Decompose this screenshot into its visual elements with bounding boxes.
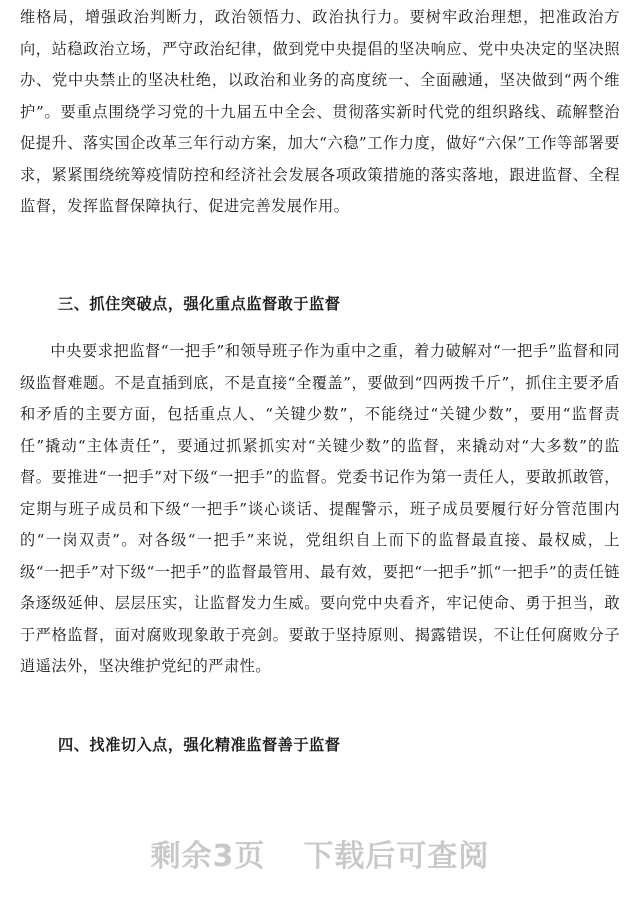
paragraph-section-3: 中央要求把监督“一把手”和领导班子作为重中之重，着力破解对“一把手”监督和同级监督难题。不是直插到底，不是直接“全覆盖”，要做到“四两拨千斤”，抓住主要矛盾和矛盾的主要方面，包括重点人、“关键少数”，不能绕过“关键少数”，要用“监督责任”撬动“主体责任”，要通过抓紧抓实对“关键少数”的监督，来撬动对“大多数”的监督。要推进“一把手”对下级“一把手”的监督。党委书记作为第一责任人，要敢抓敢管，定期与班子成员和下级“一把手”谈心谈话、提醒警示，班子成员要履行好分管范围内的“一岗双责”。对各级“一把手”来说，党组织自上而下的监督最直接、最权威，上级“一把手”对下级“一把手”的监督最管用、最有效，要把“一把手”抓“一把手”的责任链条逐级延伸、层层压实，让监督发力生威。要向党中央看齐，牢记使命、勇于担当，敢于严格监督，面对腐败现象敢于亮剑。要敢于坚持原则、揭露错误，不让任何腐败分子逍遥法外，坚决维护党纪的严肃性。 [20, 342, 620, 675]
paragraph-continued: 维格局，增强政治判断力，政治领悟力、政治执行力。要树牢政治理想，把准政治方向，站稳政治立场，严守政治纪律，做到党中央提倡的坚决响应、党中央决定的坚决照办、党中央禁止的坚决杜绝，以政治和业务的高度统一、全面融通，坚决做到“两个维护”。要重点围绕学习党的十九届五中全会、贯彻落实新时代党的组织路线、疏解整治促提升、落实国企改革三年行动方案，加大“六稳”工作力度，做好“六保”工作等部署要求，紧紧围绕统筹疫情防控和经济社会发展各项政策措施的落实落地，跟进监督、全程监督，发挥监督保障执行、促进完善发展作用。 [20, 8, 620, 215]
remaining-pages-text: 剩余3页 [150, 839, 266, 874]
download-to-view-text: 下载后可查阅 [303, 839, 490, 874]
section-heading-4: 四、找准切入点，强化精准监督善于监督 [58, 736, 341, 754]
download-banner[interactable] [0, 837, 640, 877]
section-heading-3: 三、抓住突破点，强化重点监督敢于监督 [58, 295, 341, 313]
